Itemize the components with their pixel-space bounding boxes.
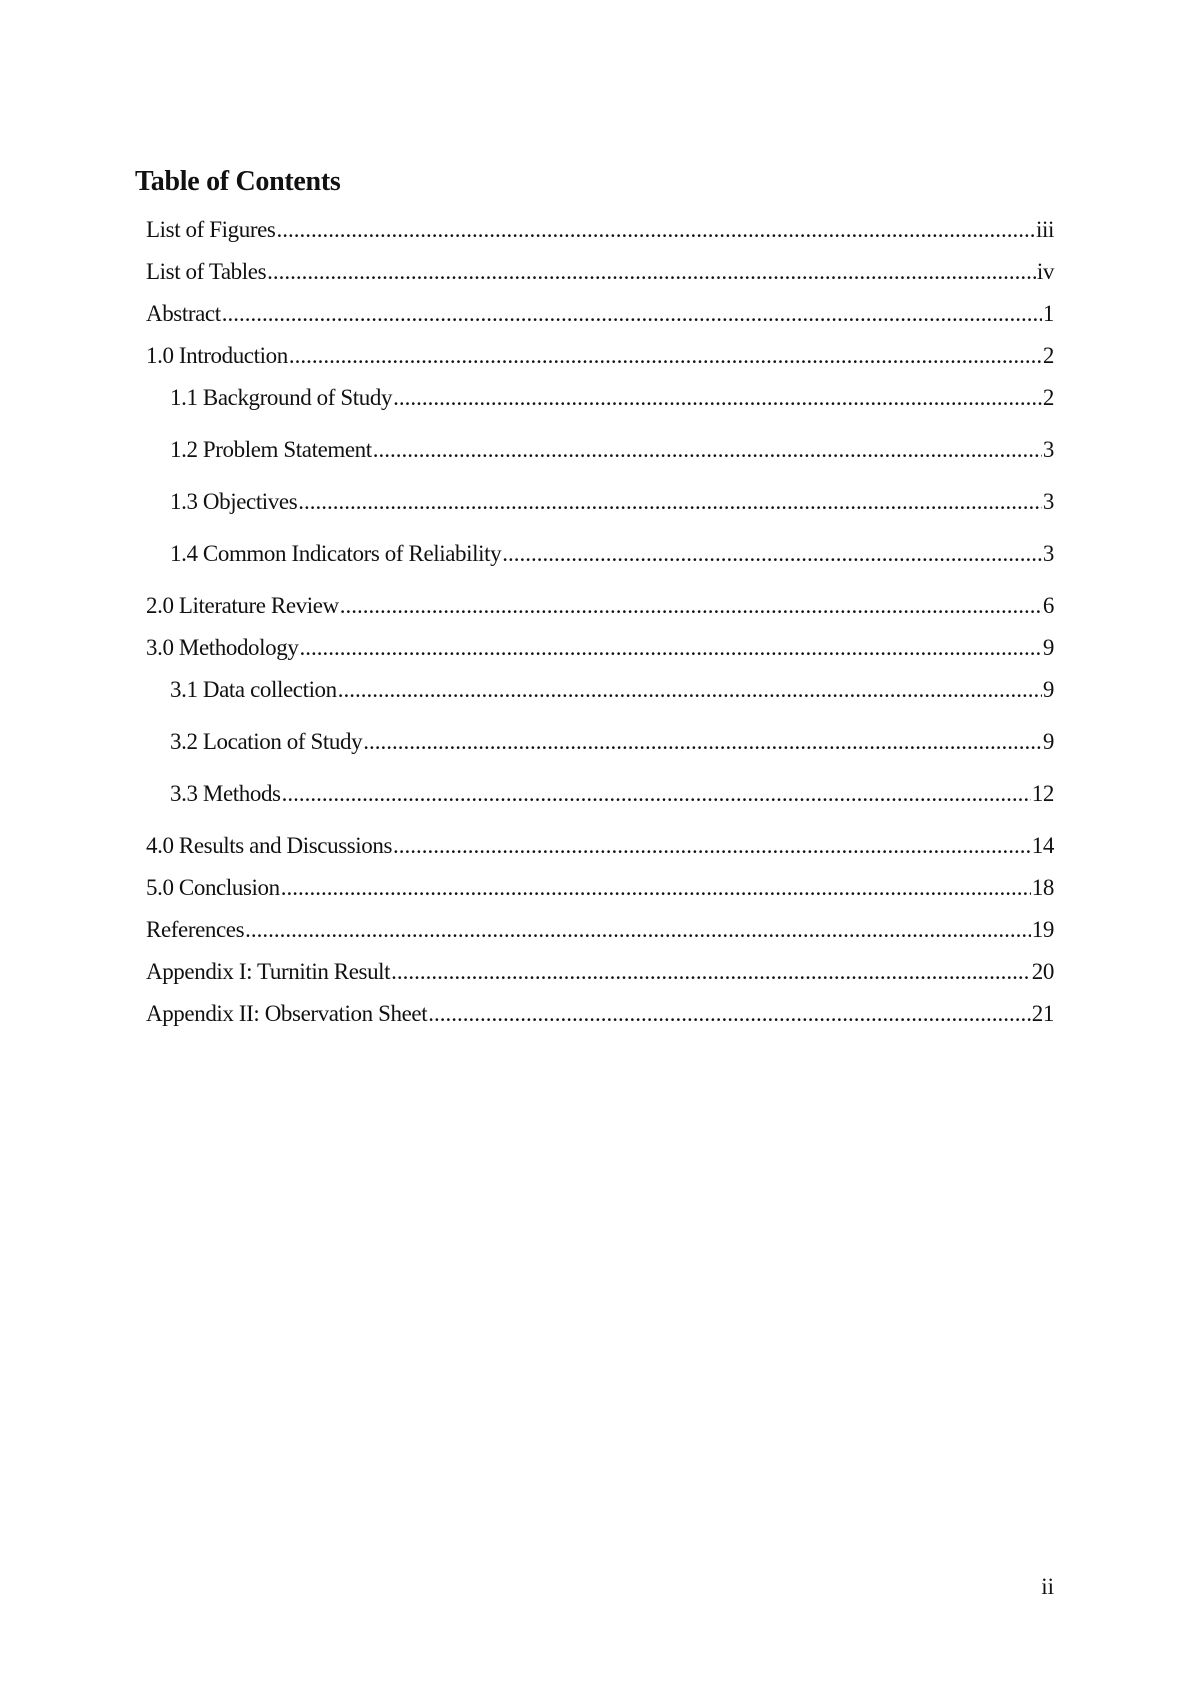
toc-entry-label: 3.3 Methods — [170, 781, 281, 806]
dot-leader — [222, 299, 1042, 329]
toc-entry-page: 2 — [1042, 385, 1054, 410]
toc-entry-page: 14 — [1031, 833, 1054, 858]
dot-leader — [338, 675, 1042, 705]
dot-leader — [276, 215, 1035, 245]
toc-entry-label: References — [146, 917, 245, 942]
toc-entry[interactable] — [146, 999, 1054, 1029]
toc-entry-page: 3 — [1042, 437, 1054, 462]
toc-entry[interactable] — [170, 435, 1054, 465]
toc-entry[interactable] — [170, 727, 1054, 757]
toc-entry[interactable] — [170, 675, 1054, 705]
dot-leader — [299, 633, 1041, 663]
toc-entry-label: 3.1 Data collection — [170, 677, 337, 702]
toc-entry-page: 9 — [1042, 677, 1054, 702]
toc-entry-page: 2 — [1042, 343, 1054, 368]
toc-entry[interactable] — [170, 539, 1054, 569]
toc-entry-page: 3 — [1042, 489, 1054, 514]
dot-leader — [363, 727, 1042, 757]
toc-entry[interactable] — [146, 299, 1054, 329]
toc-entry[interactable] — [146, 957, 1054, 987]
toc-entry-label: 1.3 Objectives — [170, 489, 298, 514]
toc-entry-label: 1.1 Background of Study — [170, 385, 393, 410]
toc-entry-page: 12 — [1031, 781, 1054, 806]
dot-leader — [393, 383, 1042, 413]
toc-entry-page: 3 — [1042, 541, 1054, 566]
toc-entry-page: 1 — [1042, 301, 1054, 326]
dot-leader — [281, 873, 1031, 903]
toc-entry[interactable] — [146, 915, 1054, 945]
toc-entry-label: 5.0 Conclusion — [146, 875, 280, 900]
toc-entry-page: iv — [1036, 259, 1054, 284]
toc-entry-page: 18 — [1031, 875, 1054, 900]
toc-entry-page: 9 — [1042, 729, 1054, 754]
toc-entry-label: 3.2 Location of Study — [170, 729, 363, 754]
toc-entry-label: 4.0 Results and Discussions — [146, 833, 393, 858]
dot-leader — [391, 957, 1031, 987]
dot-leader — [428, 999, 1031, 1029]
dot-leader — [502, 539, 1042, 569]
toc-entry-page: 21 — [1031, 1001, 1054, 1026]
toc-entry-page: 6 — [1042, 593, 1054, 618]
toc-entry-page: 20 — [1031, 959, 1054, 984]
toc-entry-page: 19 — [1031, 917, 1054, 942]
toc-entry-label: Abstract — [146, 301, 221, 326]
toc-entry[interactable] — [146, 873, 1054, 903]
toc-entry[interactable] — [146, 831, 1054, 861]
dot-leader — [282, 779, 1031, 809]
dot-leader — [393, 831, 1031, 861]
dot-leader — [267, 257, 1036, 287]
toc-entry[interactable] — [170, 779, 1054, 809]
toc-entry-label: 1.2 Problem Statement — [170, 437, 372, 462]
dot-leader — [298, 487, 1042, 517]
toc-entry-label: 1.0 Introduction — [146, 343, 288, 368]
toc-entry-label: 3.0 Methodology — [146, 635, 299, 660]
dot-leader — [340, 591, 1042, 621]
toc-entry[interactable] — [146, 341, 1054, 371]
toc-entry[interactable] — [146, 633, 1054, 663]
toc-entry-label: List of Figures — [146, 217, 276, 242]
dot-leader — [373, 435, 1042, 465]
page-title: Table of Contents — [135, 166, 341, 197]
dot-leader — [289, 341, 1042, 371]
toc-entry-label: Appendix II: Observation Sheet — [146, 1001, 428, 1026]
toc-entry-label: 1.4 Common Indicators of Reliability — [170, 541, 502, 566]
toc-entry[interactable] — [170, 487, 1054, 517]
toc-entry-label: List of Tables — [146, 259, 267, 284]
dot-leader — [245, 915, 1031, 945]
toc-entry-label: Appendix I: Turnitin Result — [146, 959, 391, 984]
toc-entry[interactable] — [146, 257, 1054, 287]
toc-entry[interactable] — [146, 215, 1054, 245]
toc-entry-label: 2.0 Literature Review — [146, 593, 339, 618]
toc-entry-page: 9 — [1042, 635, 1054, 660]
page-number: ii — [1041, 1574, 1054, 1599]
toc-entry[interactable] — [170, 383, 1054, 413]
toc-entry[interactable] — [146, 591, 1054, 621]
toc-entry-page: iii — [1036, 217, 1054, 242]
